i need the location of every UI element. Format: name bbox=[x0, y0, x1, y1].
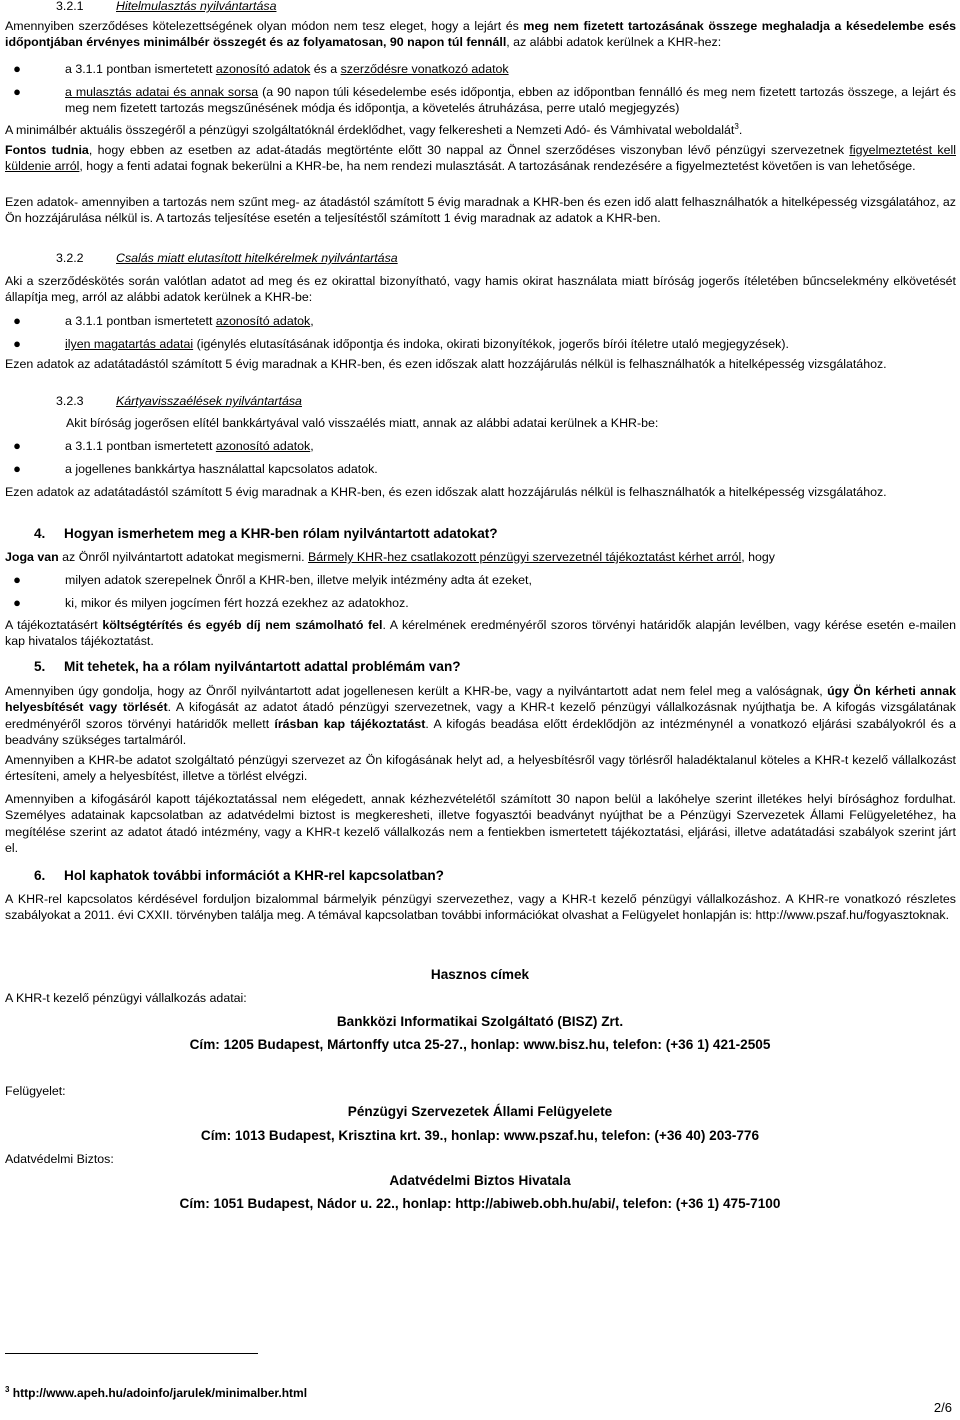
paragraph-3-2-2-ezen: Ezen adatok az adatátadástól számított 5 évig maradnak a KHR-ben, és ezen időszak alatt hozzájárulás nélkül is felhasználhatók a hitelképesség vizsgálatához. bbox=[5, 357, 887, 371]
supervisor-address: Cím: 1013 Budapest, Krisztina krt. 39., honlap: www.pszaf.hu, telefon: (+36 40) 203-776 bbox=[200, 1128, 760, 1143]
heading-title: Mit tehetek, ha a rólam nyilvántartott adattal problémám van? bbox=[64, 659, 461, 674]
text: , bbox=[310, 439, 314, 453]
underlined-text: ilyen magatartás adatai bbox=[65, 337, 194, 351]
text: A tájékoztatásért bbox=[5, 618, 103, 632]
paragraph-joga bbox=[5, 549, 956, 565]
footnote bbox=[5, 1382, 307, 1401]
list-item bbox=[13, 461, 956, 477]
list-item-text: ki, mikor és milyen jogcímen fért hozzá ezekhez az adatokhoz. bbox=[65, 596, 409, 610]
heading-number: 5. bbox=[34, 659, 46, 674]
paragraph-6: A KHR-rel kapcsolatos kérdésével forduljon bizalommal bármelyik pénzügyi szervezethez, vagy a KHR-t kezelő pénzügyi vállalkozáshoz. A KHR-re vonatkozó részletes szabályokat a 2011. évi CXXII. törvényben találja meg. A témával kapcsolatban további információkat olvashat a Felügyelet honlapján is: http://www.pszaf.hu/fogyasztoknak. bbox=[5, 892, 956, 923]
bullet-icon: ● bbox=[13, 438, 21, 453]
text: a 3.1.1 pontban ismertetett bbox=[65, 62, 216, 76]
list-item bbox=[13, 84, 956, 117]
data-protection-address: Cím: 1051 Budapest, Nádor u. 22., honlap: http://abiweb.obh.hu/abi/, telefon: (+36 1) 475-7100 bbox=[179, 1196, 781, 1211]
bullet-icon: ● bbox=[13, 61, 21, 76]
list-item-text: a jogellenes bankkártya használattal kapcsolatos adatok. bbox=[65, 462, 378, 476]
paragraph-5-2: Amennyiben a KHR-be adatot szolgáltató pénzügyi szervezet az Ön kifogásának helyt ad, a helyesbítésről vagy törlésről haladéktalanul köteles a KHR-t kezelő vállalkozást értesíteni, amely a helyesbítést, illetve a törlést elvégzi. bbox=[5, 753, 956, 784]
underlined-text: azonosító adatok bbox=[215, 439, 311, 453]
underlined-text: azonosító adatok bbox=[215, 314, 311, 328]
heading-5 bbox=[34, 659, 461, 675]
text: A minimálbér aktuális összegéről a pénzügyi szolgáltatóknál érdeklődhet, vagy felkeresheti a Nemzeti Adó- és Vámhivatal weboldalát bbox=[5, 123, 735, 138]
text: . A kérelmének eredményéről szoros törvényi határidők alapján levélben, vagy kérése esetén e-mailen kap hivatalos tájékoztatást. bbox=[5, 618, 956, 649]
text: . A kifogás beadása előtt érdeklődjön az intézménynél a vonatkozó eljárási szabályokról és a beadvány szükséges tartalmáról. bbox=[5, 716, 956, 748]
footnote-link[interactable]: http://www.apeh.hu/adoinfo/jarulek/minimalber.html bbox=[9, 1386, 308, 1400]
underlined-text: figyelmeztetést kell küldenie arról bbox=[5, 143, 956, 174]
paragraph-3-2-2-intro: Aki a szerződéskötés során valótlan adatot ad meg és ez okirattal bizonyítható, vagy hamis okirat használata miatt bíróság jogerős ítéletében bűncselekmény elkövetését állapítja meg, arról az alábbi adatok kerülnek a KHR-be: bbox=[5, 274, 956, 305]
underlined-text: azonosító adatok bbox=[215, 62, 311, 76]
bold-text: Joga van bbox=[5, 550, 59, 564]
list-item-text: milyen adatok szerepelnek Önről a KHR-ben, illetve melyik intézmény adta át ezeket, bbox=[65, 573, 532, 587]
page-number: 2/6 bbox=[933, 1400, 952, 1415]
paragraph-fee bbox=[5, 617, 956, 650]
supervisor-name: Pénzügyi Szervezetek Állami Felügyelete bbox=[347, 1104, 613, 1119]
heading-3-2-3 bbox=[56, 393, 302, 409]
bullet-icon: ● bbox=[13, 84, 21, 99]
heading-title: Kártyavisszaélések nyilvántartása bbox=[116, 394, 302, 408]
text: Amennyiben szerződéses kötelezettségének olyan módon nem tesz eleget, hogy a lejárt és bbox=[5, 19, 524, 33]
paragraph-5-1 bbox=[5, 683, 956, 749]
text: a 3.1.1 pontban ismertetett bbox=[65, 439, 216, 453]
bold-text: úgy Ön kérheti annak helyesbítését vagy törlését bbox=[5, 684, 956, 715]
text: (igénylés elutasításának időpontja és indoka, okirati bizonyítékok, jogerős bírói ítéletre utaló megjegyzések). bbox=[193, 337, 789, 351]
heading-title: Hol kaphatok további információt a KHR-rel kapcsolatban? bbox=[64, 868, 444, 883]
paragraph-3-2-3-intro: Akit bíróság jogerősen elítél bankkártyával való visszaélés miatt, annak az alábbi adatai kerülnek a KHR-be: bbox=[66, 416, 659, 430]
footnote-number: 3 bbox=[5, 1385, 10, 1394]
paragraph-fontos bbox=[5, 142, 956, 175]
heading-number: 3.2.2 bbox=[56, 251, 84, 265]
heading-3-2-2 bbox=[56, 250, 398, 266]
text: , hogy a fenti adatai fognak bekerülni a KHR-be, ha nem rendezi mulasztását. A tartozásának rendezésére a figyelmeztetést követően is van lehetősége. bbox=[79, 159, 916, 174]
heading-title: Hogyan ismerhetem meg a KHR-ben rólam nyilvántartott adatokat? bbox=[64, 526, 498, 541]
heading-number: 3.2.1 bbox=[56, 0, 84, 13]
khr-name: Bankközi Informatikai Szolgáltató (BISZ) Zrt. bbox=[336, 1014, 624, 1029]
heading-number: 6. bbox=[34, 868, 46, 883]
underlined-text: a mulasztás adatai és annak sorsa bbox=[65, 85, 259, 99]
text: , bbox=[310, 314, 314, 328]
data-protection-name: Adatvédelmi Biztos Hivatala bbox=[389, 1173, 571, 1188]
paragraph-min-wage bbox=[5, 119, 956, 139]
heading-4 bbox=[34, 526, 498, 542]
list-item bbox=[13, 595, 956, 611]
heading-number: 4. bbox=[34, 526, 46, 541]
bold-text: költségtérítés és egyéb díj nem számolható fel bbox=[102, 618, 383, 632]
list-item bbox=[13, 438, 956, 454]
text: Amennyiben úgy gondolja, hogy az Önről nyilvántartott adat jogellenesen került a KHR-be, vagy a nyilvántartott adat nem felel meg a valóságnak, bbox=[5, 684, 828, 698]
khr-address: Cím: 1205 Budapest, Mártonffy utca 25-27., honlap: www.bisz.hu, telefon: (+36 1) 421-2505 bbox=[189, 1037, 771, 1052]
list-item bbox=[13, 313, 956, 329]
text: , az alábbi adatok kerülnek a KHR-hez: bbox=[506, 35, 722, 50]
text: (a 90 napon túli késedelembe esés időpontja, ebben az időpontban fennálló és meg nem fizetett tartozás összege, a lejárt és meg nem fizetett tartozás megszűnésének módja és időpontja, a követelés átruházása, perre utaló megjegyzés) bbox=[65, 85, 956, 116]
contacts-title: Hasznos címek bbox=[430, 967, 530, 982]
heading-3-2-1 bbox=[56, 0, 276, 14]
underlined-text: szerződésre vonatkozó adatok bbox=[340, 62, 509, 76]
bullet-icon: ● bbox=[13, 313, 21, 328]
bold-text: meg nem fizetett tartozásának összege meghaladja a késedelembe esés időpontjában érvényes minimálbér összegét és az folyamatosan, 90 napon túl fennáll bbox=[5, 19, 956, 50]
heading-6 bbox=[34, 868, 444, 884]
bullet-icon: ● bbox=[13, 336, 21, 351]
bold-text: írásban kap tájékoztatást bbox=[274, 716, 426, 731]
bullet-icon: ● bbox=[13, 572, 21, 587]
list-item bbox=[13, 336, 956, 352]
text: az Önről nyilvántartott adatokat megismerni. bbox=[58, 550, 309, 564]
paragraph-5-3: Amennyiben a kifogásáról kapott tájékoztatással nem elégedett, annak kézhezvételétől számított 30 napon belül a lakóhelye szerint illetékes helyi bírósághoz fordulhat. Személyes adatainak kapcsolatban az adatvédelmi biztost is megkeresheti, illetve fogyasztói beadványt nyújthat be a Pénzügyi Szervezetek Állami Felügyeletéhez, ha megítélése szerint az adatot átadó intézmény, vagy a KHR-t kezelő vállalkozás nem a fentiekben ismertetett tájékoztatási, eljárási, illetve adatátadási szabályok szerint járt el. bbox=[5, 792, 956, 856]
text: a 3.1.1 pontban ismertetett bbox=[65, 314, 216, 328]
khr-label: A KHR-t kezelő pénzügyi vállalkozás adatai: bbox=[5, 991, 247, 1005]
bullet-icon: ● bbox=[13, 461, 21, 476]
underlined-text: Bármely KHR-hez csatlakozott pénzügyi szervezetnél tájékoztatást kérhet arról bbox=[308, 550, 742, 564]
heading-title: Csalás miatt elutasított hitelkérelmek nyilvántartása bbox=[116, 251, 398, 265]
text: . bbox=[738, 123, 743, 138]
text: . A kifogását az adatot átadó pénzügyi szervezetnek, vagy a KHR-t kezelő pénzügyi vállalkozásnak nyújthatja be. A kifogás vizsgálatának eredményéről szoros törvényi határidők mellett bbox=[5, 700, 956, 731]
text: , hogy bbox=[741, 550, 775, 564]
text: és a bbox=[310, 62, 341, 76]
footnote-separator bbox=[5, 1353, 258, 1354]
list-item bbox=[13, 61, 956, 77]
bullet-icon: ● bbox=[13, 595, 21, 610]
text: , hogy ebben az esetben az adat-átadás megtörténte előtt 30 nappal az Önnel szerződéses viszonyban lévő pénzügyi szervezetnek bbox=[88, 143, 850, 157]
bold-text: Fontos tudnia bbox=[5, 143, 89, 157]
list-item bbox=[13, 572, 956, 588]
data-protection-label: Adatvédelmi Biztos: bbox=[5, 1152, 114, 1166]
paragraph-3-2-3-ezen: Ezen adatok az adatátadástól számított 5 évig maradnak a KHR-ben, és ezen időszak alatt hozzájárulás nélkül is felhasználhatók a hitelképesség vizsgálatához. bbox=[5, 485, 887, 499]
footnote-ref: 3 bbox=[734, 122, 739, 131]
heading-title: Hitelmulasztás nyilvántartása bbox=[116, 0, 277, 13]
supervisor-label: Felügyelet: bbox=[5, 1084, 66, 1098]
paragraph-3-2-1-intro bbox=[5, 18, 956, 51]
paragraph-3-2-1-ezen: Ezen adatok- amennyiben a tartozás nem szűnt meg- az átadástól számított 5 évig maradnak a KHR-ben és ezen idő alatt felhasználhatók a hitelképesség vizsgálatához, az Ön hozzájárulása nélkül is. A tartozás teljesítése esetén a teljesítéstől számított 1 évig maradnak az adatok a KHR-ben. bbox=[5, 195, 956, 226]
heading-number: 3.2.3 bbox=[56, 394, 84, 408]
